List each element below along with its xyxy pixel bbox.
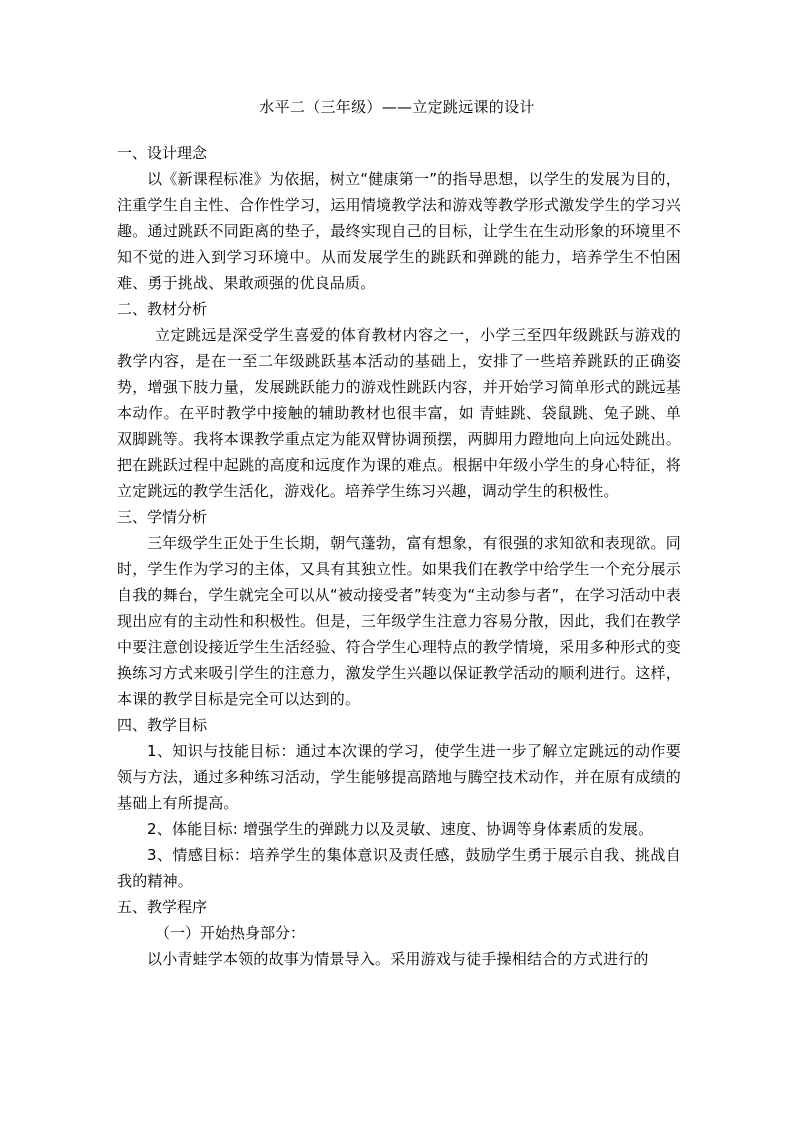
section-heading-material-analysis: 二、教材分析 [117,300,208,318]
paragraph-design-concept: 以《新课程标准》为依据，树立“健康第一”的指导思想，以学生的发展为目的，注重学生自主性、合作性学习，运用情境教学法和游戏等教学形式激发学生的学习兴趣。通过跳跃不同距离的垫子，最终实现自己的目标，让学生在生动形象的环境里不知不觉的进入到学习环境中。从而发展学生的跳跃和弹跳的能力，培养学生不怕困难、勇于挑战、果敢顽强的优良品质。 [117,170,681,292]
paragraph-student-analysis: 三年级学生正处于生长期，朝气蓬勃，富有想象，有很强的求知欲和表现欲。同时，学生作为学习的主体，又具有其独立性。如果我们在教学中给学生一个充分展示自我的舞台，学生就完全可以从“被动接受者”转变为“主动参与者”，在学习活动中表现出应有的主动性和积极性。但是，三年级学生注意力容易分散，因此，我们在教学中要注意创设接近学生生活经验、符合学生心理特点的教学情境，采用多种形式的变换练习方式来吸引学生的注意力，激发学生兴趣以保证教学活动的顺利进行。这样，本课的教学目标是完全可以达到的。 [117,534,681,708]
section-heading-student-analysis: 三、学情分析 [117,508,208,526]
paragraph-goal-fitness: 2、体能目标: 增强学生的弹跳力以及灵敏、速度、协调等身体素质的发展。 [147,820,654,838]
paragraph-warm-up: 以小青蛙学本领的故事为情景导入。采用游戏与徒手操相结合的方式进行的 [147,950,649,968]
document-title: 水平二（三年级）——立定跳远课的设计 [259,98,535,116]
document-body [117,140,681,972]
paragraph-goal-knowledge-skills: 1、知识与技能目标：通过本次课的学习，使学生进一步了解立定跳远的动作要领与方法，通过多种练习活动，学生能够提高踏地与腾空技术动作，并在原有成绩的基础上有所提高。 [117,742,681,812]
section-heading-teaching-goals: 四、教学目标 [117,716,208,734]
paragraph-goal-emotion: 3、情感目标：培养学生的集体意识及责任感，鼓励学生勇于展示自我、挑战自我的精神。 [117,846,681,890]
section-heading-design-concept: 一、设计理念 [117,144,208,162]
section-heading-teaching-procedure: 五、教学程序 [117,898,208,916]
subheading-warm-up: （一）开始热身部分： [155,924,306,942]
paragraph-material-analysis: 立定跳远是深受学生喜爱的体育教材内容之一，小学三至四年级跳跃与游戏的教学内容，是在一至二年级跳跃基本活动的基础上，安排了一些培养跳跃的正确姿势，增强下肢力量，发展跳跃能力的游戏性跳跃内容，并开始学习简单形式的跳远基本动作。在平时教学中接触的辅助教材也很丰富，如 青蛙跳、袋鼠跳、兔子跳、单双脚跳等。我将本课教学重点定为能双臂协调预摆，两脚用力蹬地向上向远处跳出。把在跳跃过程中起跳的高度和远度作为课的难点。根据中年级小学生的身心特征，将立定跳远的教学生活化，游戏化。培养学生练习兴趣，调动学生的积极性。 [117,326,681,500]
